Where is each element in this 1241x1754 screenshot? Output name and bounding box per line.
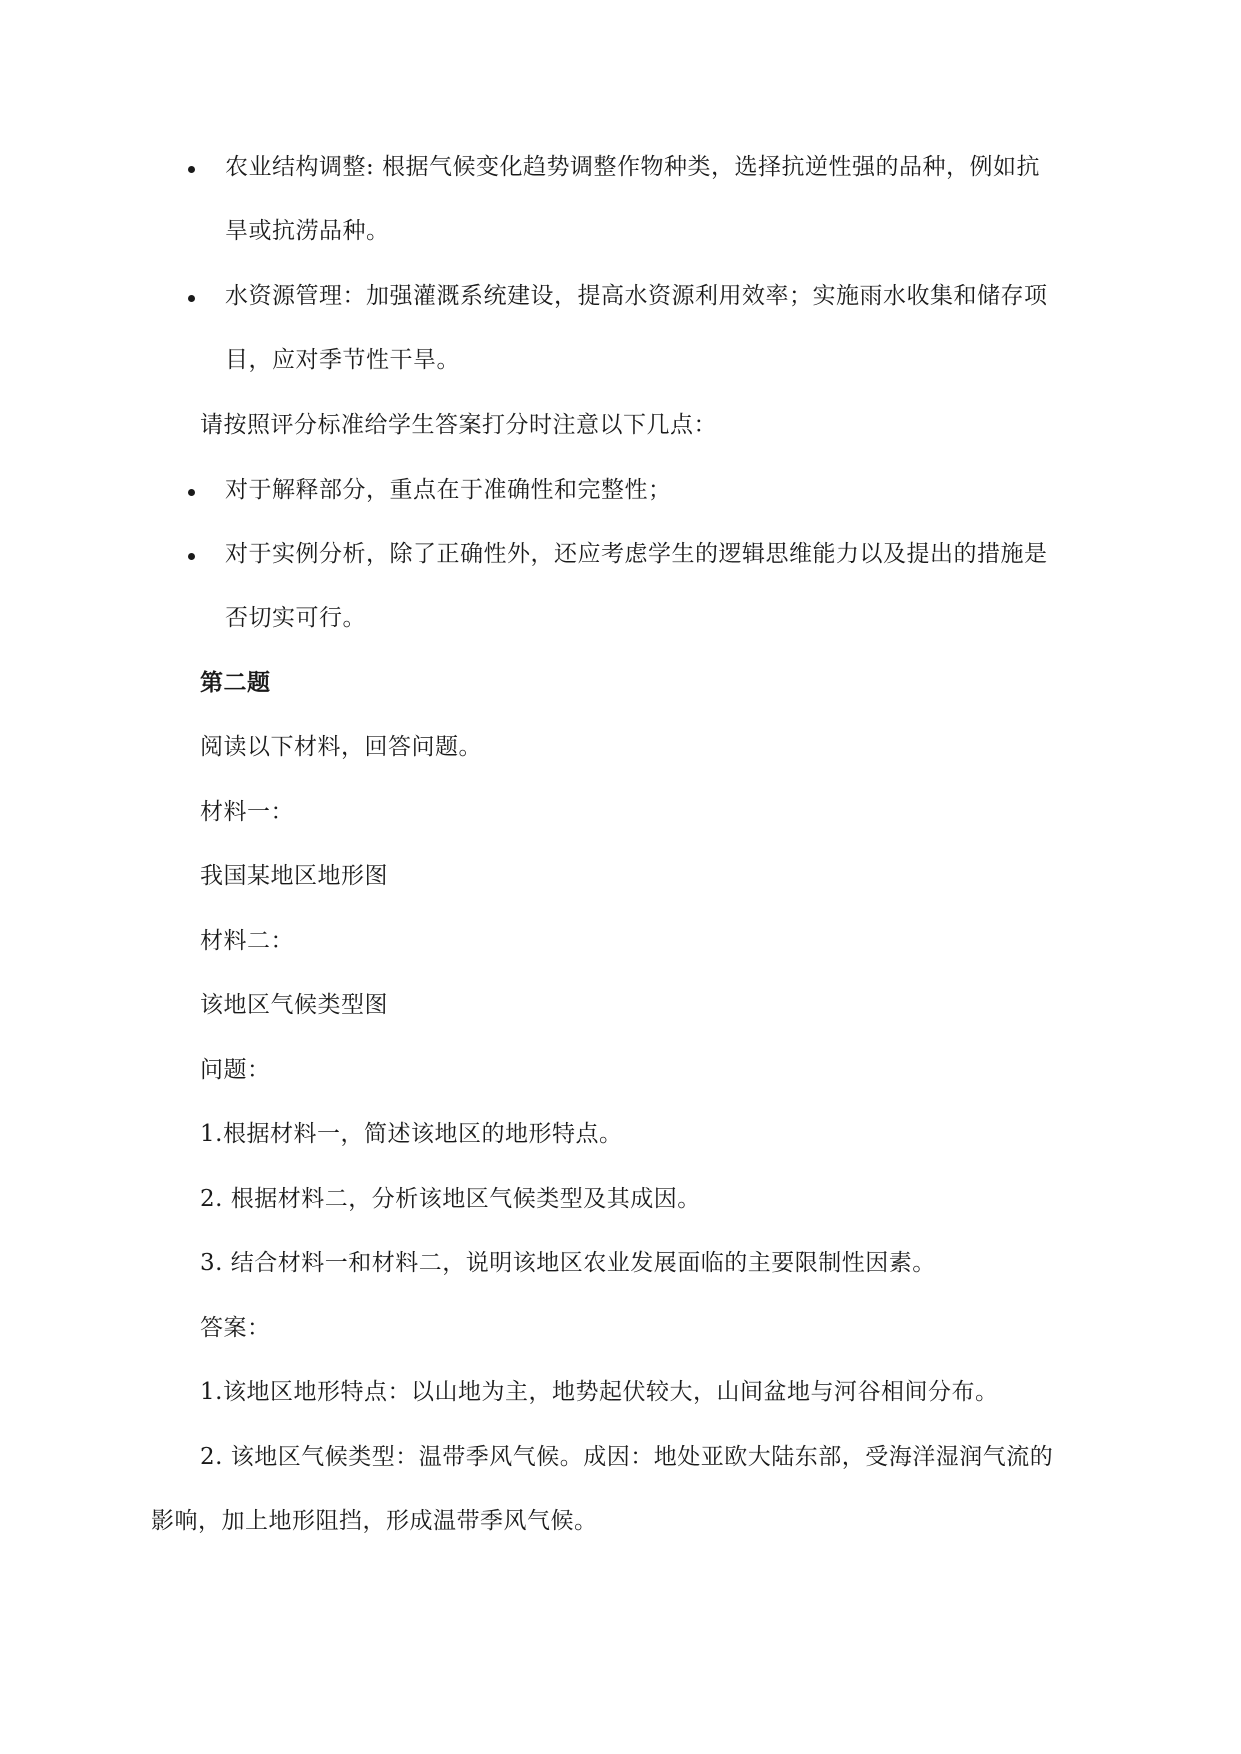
question-item: 1.根据材料一，简述该地区的地形特点。 [200, 1121, 623, 1147]
answers-label: 答案： [200, 1315, 271, 1341]
question-item: 3. 结合材料一和材料二，说明该地区农业发展面临的主要限制性因素。 [200, 1250, 936, 1276]
bullet-text-continuation: 否切实可行。 [225, 605, 366, 631]
answer-item-continuation: 影响，加上地形阻挡，形成温带季风气候。 [151, 1508, 598, 1534]
bullet-icon [188, 553, 195, 560]
bullet-text: 水资源管理：加强灌溉系统建设，提高水资源利用效率；实施雨水收集和储存项 [225, 283, 1048, 309]
material1-text: 我国某地区地形图 [200, 863, 388, 889]
material2-text: 该地区气候类型图 [200, 992, 388, 1018]
bullet-icon [188, 166, 195, 173]
questions-label: 问题： [200, 1057, 271, 1083]
bullet-text-continuation: 目，应对季节性干旱。 [225, 347, 460, 373]
bullet-text: 对于解释部分，重点在于准确性和完整性； [225, 477, 672, 503]
answer-item: 1.该地区地形特点：以山地为主，地势起伏较大，山间盆地与河谷相间分布。 [200, 1379, 999, 1405]
bullet-text: 农业结构调整: 根据气候变化趋势调整作物种类，选择抗逆性强的品种，例如抗 [225, 154, 1041, 180]
bullet-text: 对于实例分析，除了正确性外，还应考虑学生的逻辑思维能力以及提出的措施是 [225, 541, 1048, 567]
scoring-note: 请按照评分标准给学生答案打分时注意以下几点： [200, 412, 717, 438]
bullet-icon [188, 295, 195, 302]
material2-label: 材料二： [200, 928, 294, 954]
intro-text: 阅读以下材料，回答问题。 [200, 734, 482, 760]
answer-item: 2. 该地区气候类型：温带季风气候。成因：地处亚欧大陆东部，受海洋湿润气流的 [200, 1444, 1054, 1470]
bullet-icon [188, 489, 195, 496]
question-item: 2. 根据材料二，分析该地区气候类型及其成因。 [200, 1186, 701, 1212]
material1-label: 材料一： [200, 799, 294, 825]
bullet-text-continuation: 旱或抗涝品种。 [225, 218, 390, 244]
section-title: 第二题 [200, 669, 271, 696]
